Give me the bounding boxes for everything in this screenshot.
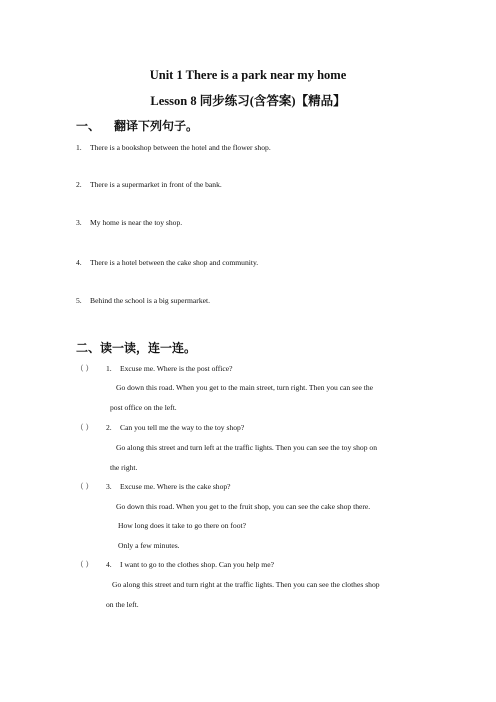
section-1-heading bbox=[76, 118, 198, 134]
match-question-4 bbox=[76, 560, 274, 570]
item-number: 1. bbox=[76, 143, 82, 152]
match-answer-3-line-1: Go down this road. When you get to the fruit shop, you can see the cake shop there. bbox=[116, 502, 371, 511]
section-1-title: 翻译下列句子。 bbox=[114, 119, 199, 133]
translate-item-3 bbox=[76, 218, 182, 228]
answer-blank: （ ） bbox=[76, 482, 94, 491]
document-title: Unit 1 There is a park near my home bbox=[149, 68, 347, 82]
question-text: Can you tell me the way to the toy shop? bbox=[120, 423, 245, 432]
section-2-heading: 二、读一读，连一连。 bbox=[76, 341, 197, 355]
match-answer-4-line-1: Go along this street and turn right at the traffic lights. Then you can see the clothes shop bbox=[112, 580, 380, 589]
translate-item-5 bbox=[76, 296, 210, 306]
question-text: I want to go to the clothes shop. Can you help me? bbox=[120, 560, 274, 569]
question-text: Excuse me. Where is the cake shop? bbox=[120, 482, 231, 491]
question-number: 2. bbox=[106, 423, 112, 432]
match-question-3 bbox=[76, 482, 231, 492]
match-answer-4-line-2: on the left. bbox=[106, 600, 139, 609]
item-text: There is a supermarket in front of the bank. bbox=[90, 180, 222, 189]
match-answer-3-line-2: How long does it take to go there on foot? bbox=[118, 521, 247, 530]
answer-blank: （ ） bbox=[76, 364, 94, 373]
item-text: There is a hotel between the cake shop and community. bbox=[90, 258, 259, 267]
item-number: 4. bbox=[76, 258, 82, 267]
match-answer-1-line-1: Go down this road. When you get to the main street, turn right. Then you can see the bbox=[116, 383, 374, 392]
item-text: There is a bookshop between the hotel and the flower shop. bbox=[90, 143, 271, 152]
match-question-1 bbox=[76, 364, 233, 374]
match-answer-2-line-2: the right. bbox=[110, 463, 138, 472]
match-answer-3-line-3: Only a few minutes. bbox=[118, 541, 180, 550]
item-number: 5. bbox=[76, 296, 82, 305]
translate-item-4 bbox=[76, 258, 258, 268]
item-text: Behind the school is a big supermarket. bbox=[90, 296, 210, 305]
answer-blank: （ ） bbox=[76, 423, 94, 432]
answer-blank: （ ） bbox=[76, 560, 94, 569]
question-number: 1. bbox=[106, 364, 112, 373]
section-1-number: 一、 bbox=[76, 119, 101, 133]
item-number: 2. bbox=[76, 180, 82, 189]
match-answer-2-line-1: Go along this street and turn left at the traffic lights. Then you can see the toy shop on bbox=[116, 443, 378, 452]
item-text: My home is near the toy shop. bbox=[90, 218, 183, 227]
question-number: 4. bbox=[106, 560, 112, 569]
item-number: 3. bbox=[76, 218, 82, 227]
question-number: 3. bbox=[106, 482, 112, 491]
match-answer-1-line-2: post office on the left. bbox=[110, 403, 177, 412]
translate-item-1 bbox=[76, 143, 271, 153]
document-subtitle: Lesson 8 同步练习(含答案)【精品】 bbox=[150, 94, 346, 108]
question-text: Excuse me. Where is the post office? bbox=[120, 364, 233, 373]
match-question-2 bbox=[76, 423, 244, 433]
translate-item-2 bbox=[76, 180, 222, 190]
